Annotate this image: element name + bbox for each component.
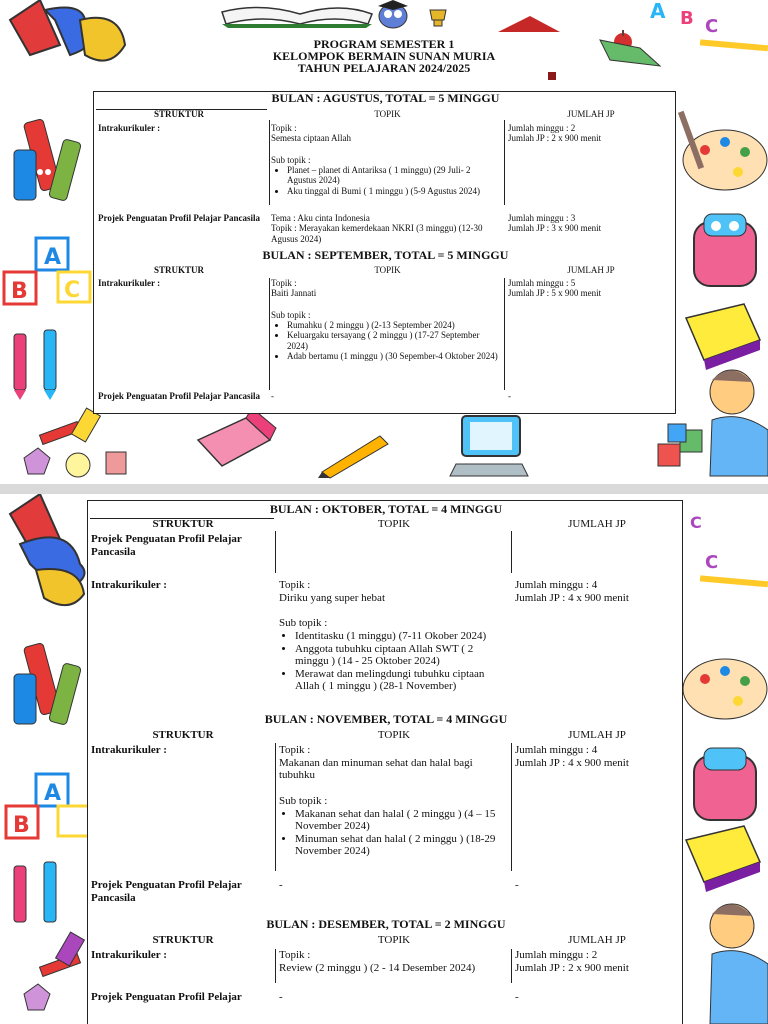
jumlah-minggu: Jumlah minggu : 2	[508, 123, 576, 133]
subtopik-label: Sub topik :	[271, 309, 311, 320]
pencil-icon	[318, 436, 388, 478]
list-item: • Aku tinggal di Bumi ( 1 minggu ) (5-9 Agustus 2024)	[287, 186, 501, 196]
trophy-icon	[430, 10, 446, 26]
p5-topik: Topik : Merayakan kemerdekaan NKRI (3 minggu) (12-30 Agusus 2024)	[271, 223, 483, 244]
abc-blocks-icon	[4, 238, 90, 304]
paint-palette-icon	[678, 111, 767, 190]
header-title: PROGRAM SEMESTER 1	[313, 37, 455, 51]
sharpener-icon	[686, 304, 760, 370]
shape-blocks-icon	[24, 408, 126, 477]
list-item: • Minuman sehat dan halal ( 2 minggu ) (18-29 November 2024)	[295, 833, 509, 858]
intra-label: Intrakurikuler :	[91, 744, 167, 756]
backpack-icon	[694, 214, 756, 286]
list-item: • Planet – planet di Antariksa ( 1 minggu) (29 Juli- 2 Agustus 2024)	[287, 165, 501, 186]
month-title-desember: BULAN : DESEMBER, TOTAL = 2 MINGGU	[266, 917, 506, 931]
abc-blocks-icon	[6, 774, 90, 838]
schedule-table-2	[87, 500, 683, 1024]
jumlah-minggu: Jumlah minggu : 3	[508, 213, 576, 223]
boy-with-blocks-icon	[710, 904, 768, 1024]
jp-september	[508, 278, 601, 299]
paint-palette-icon	[683, 659, 767, 719]
subtopik-list	[279, 808, 509, 859]
jumlah-jp: Jumlah JP : 2 x 900 menit	[515, 961, 629, 974]
backpack-icon	[694, 748, 756, 820]
list-item: • Adab bertamu (1 minggu ) (30 Sepember-4 Oktober 2024)	[287, 351, 501, 361]
jumlah-jp: Jumlah JP : 4 x 900 menit	[515, 591, 629, 604]
jp-desember	[515, 949, 629, 974]
topik-value: Baiti Jannati	[271, 288, 317, 299]
schedule-table-1	[93, 91, 676, 414]
computer-icon	[450, 416, 528, 476]
shape-blocks-icon	[24, 932, 84, 1010]
col-jp: JUMLAH JP	[567, 109, 615, 119]
col-struktur: STRUKTUR	[152, 518, 214, 530]
col-struktur: STRUKTUR	[153, 265, 204, 275]
subtopik-label: Sub topik :	[279, 794, 328, 807]
col-jp: JUMLAH JP	[568, 934, 626, 946]
jp-agustus	[508, 123, 601, 144]
svg-text:B: B	[11, 279, 28, 304]
subtopik-list	[279, 630, 509, 693]
topik-value: Makanan dan minuman sehat dan halal bagi tubuhku	[279, 756, 473, 782]
col-jp: JUMLAH JP	[567, 265, 615, 275]
col-topik: TOPIK	[377, 934, 411, 946]
svg-text:C: C	[64, 278, 81, 303]
abc-letters-icon	[10, 494, 85, 605]
month-title-september: BULAN : SEPTEMBER, TOTAL = 5 MINGGU	[262, 248, 509, 262]
col-struktur: STRUKTUR	[152, 729, 214, 741]
crayon-characters-icon	[14, 119, 81, 202]
owl-graduate-icon	[378, 0, 408, 28]
crayon-pair-icon	[14, 862, 56, 922]
sharpener-icon	[686, 826, 760, 892]
month-title-agustus: BULAN : AGUSTUS, TOTAL = 5 MINGGU	[271, 91, 500, 105]
jumlah-jp: Jumlah JP : 2 x 900 menit	[508, 133, 602, 144]
header-year: TAHUN PELAJARAN 2024/2025	[297, 61, 471, 75]
p5-jp: -	[515, 879, 519, 891]
col-topik: TOPIK	[377, 518, 411, 530]
topik-label: Topik :	[279, 744, 311, 756]
open-book-icon	[222, 7, 372, 28]
red-roof-icon	[498, 16, 560, 32]
jumlah-minggu: Jumlah minggu : 4	[515, 579, 598, 591]
col-jp: JUMLAH JP	[568, 518, 626, 530]
svg-text:A: A	[44, 245, 62, 270]
topik-label: Topik :	[271, 123, 297, 133]
list-item: • Rumahku ( 2 minggu ) (2-13 September 2024)	[287, 320, 501, 330]
letters-abc-icon: C	[690, 513, 702, 532]
subtopik-label: Sub topik :	[271, 154, 311, 165]
list-item: • Anggota tubuhku ciptaan Allah SWT ( 2 minggu ) (14 - 25 Oktober 2024)	[295, 643, 509, 668]
p5-label: Projek Penguatan Profil Pelajar Pancasila	[98, 213, 260, 223]
subtopik-list	[271, 165, 501, 196]
svg-text:C: C	[705, 16, 719, 37]
p5-label: Projek Penguatan Profil Pelajar Pancasila	[91, 533, 242, 558]
p5-jp-agustus	[508, 213, 601, 234]
topik-agustus	[271, 123, 501, 196]
jumlah-jp: Jumlah JP : 3 x 900 menit	[508, 223, 602, 234]
list-item: • Keluargaku tersayang ( 2 minggu ) (17-27 September 2024)	[287, 330, 501, 351]
jumlah-jp: Jumlah JP : 4 x 900 menit	[515, 756, 629, 769]
col-struktur: STRUKTUR	[152, 934, 214, 946]
crayon-characters-icon	[14, 643, 81, 726]
subtopik-list	[271, 320, 501, 361]
topik-november	[279, 744, 509, 858]
col-topik: TOPIK	[377, 729, 411, 741]
jp-november	[515, 744, 629, 769]
list-item: • Merawat dan melingdungi tubuhku ciptaan Allah ( 1 minggu ) (28-1 November)	[295, 668, 509, 693]
month-title-november: BULAN : NOVEMBER, TOTAL = 4 MINGGU	[264, 712, 508, 726]
p5-topik: -	[271, 391, 274, 401]
p5-jp: -	[508, 391, 511, 401]
topik-september	[271, 278, 501, 361]
month-title-oktober: BULAN : OKTOBER, TOTAL = 4 MINGGU	[269, 502, 503, 516]
crayon-pair-icon	[14, 330, 56, 400]
jumlah-minggu: Jumlah minggu : 5	[508, 278, 576, 288]
letters-abc-icon: A	[650, 0, 666, 23]
list-item: • Makanan sehat dan halal ( 2 minggu ) (4 – 15 November 2024)	[295, 808, 509, 833]
eraser-icon	[198, 408, 276, 466]
block-a-icon: A	[44, 781, 62, 806]
intra-label: Intrakurikuler :	[91, 579, 167, 591]
topik-label: Topik :	[271, 278, 297, 288]
p5-agustus	[271, 213, 503, 244]
p5-topik: -	[279, 879, 283, 891]
page-1	[0, 0, 768, 484]
topik-label: Topik :	[279, 949, 311, 961]
col-jp: JUMLAH JP	[568, 729, 626, 741]
intra-label: Intrakurikuler :	[98, 278, 161, 288]
col-struktur: STRUKTUR	[153, 109, 204, 119]
svg-text:B: B	[680, 8, 694, 29]
topik-value: Diriku yang super hebat	[279, 591, 385, 604]
topik-value: Review (2 minggu ) (2 - 14 Desember 2024)	[279, 961, 476, 974]
svg-text:B: B	[13, 813, 30, 838]
col-topik: TOPIK	[374, 265, 401, 275]
topik-oktober	[279, 579, 509, 693]
p5-tema: Tema : Aku cinta Indonesia	[271, 213, 370, 223]
list-item: • Identitasku (1 minggu) (7-11 Okober 2024)	[295, 630, 509, 643]
topik-value: Semesta ciptaan Allah	[271, 133, 351, 144]
p5-label: Projek Penguatan Profil Pelajar Pancasila	[98, 391, 260, 401]
jumlah-minggu: Jumlah minggu : 2	[515, 949, 598, 961]
page-2	[0, 494, 768, 1024]
subtopik-label: Sub topik :	[279, 617, 328, 630]
p5-label: Projek Penguatan Profil Pelajar	[91, 991, 242, 1003]
svg-text:C: C	[705, 552, 719, 573]
col-topik: TOPIK	[374, 109, 401, 119]
jumlah-minggu: Jumlah minggu : 4	[515, 744, 598, 756]
jp-oktober	[515, 579, 629, 604]
p5-jp: -	[515, 991, 519, 1003]
p5-topik: -	[279, 991, 283, 1003]
intra-label: Intrakurikuler :	[98, 123, 161, 133]
page-gap	[0, 484, 768, 494]
topik-desember	[279, 949, 509, 974]
intra-label: Intrakurikuler :	[91, 949, 167, 961]
topik-label: Topik :	[279, 579, 311, 591]
header-school: KELOMPOK BERMAIN SUNAN MURIA	[272, 49, 496, 63]
p5-label: Projek Penguatan Profil Pelajar Pancasila	[91, 879, 242, 904]
jumlah-jp: Jumlah JP : 5 x 900 menit	[508, 288, 602, 299]
